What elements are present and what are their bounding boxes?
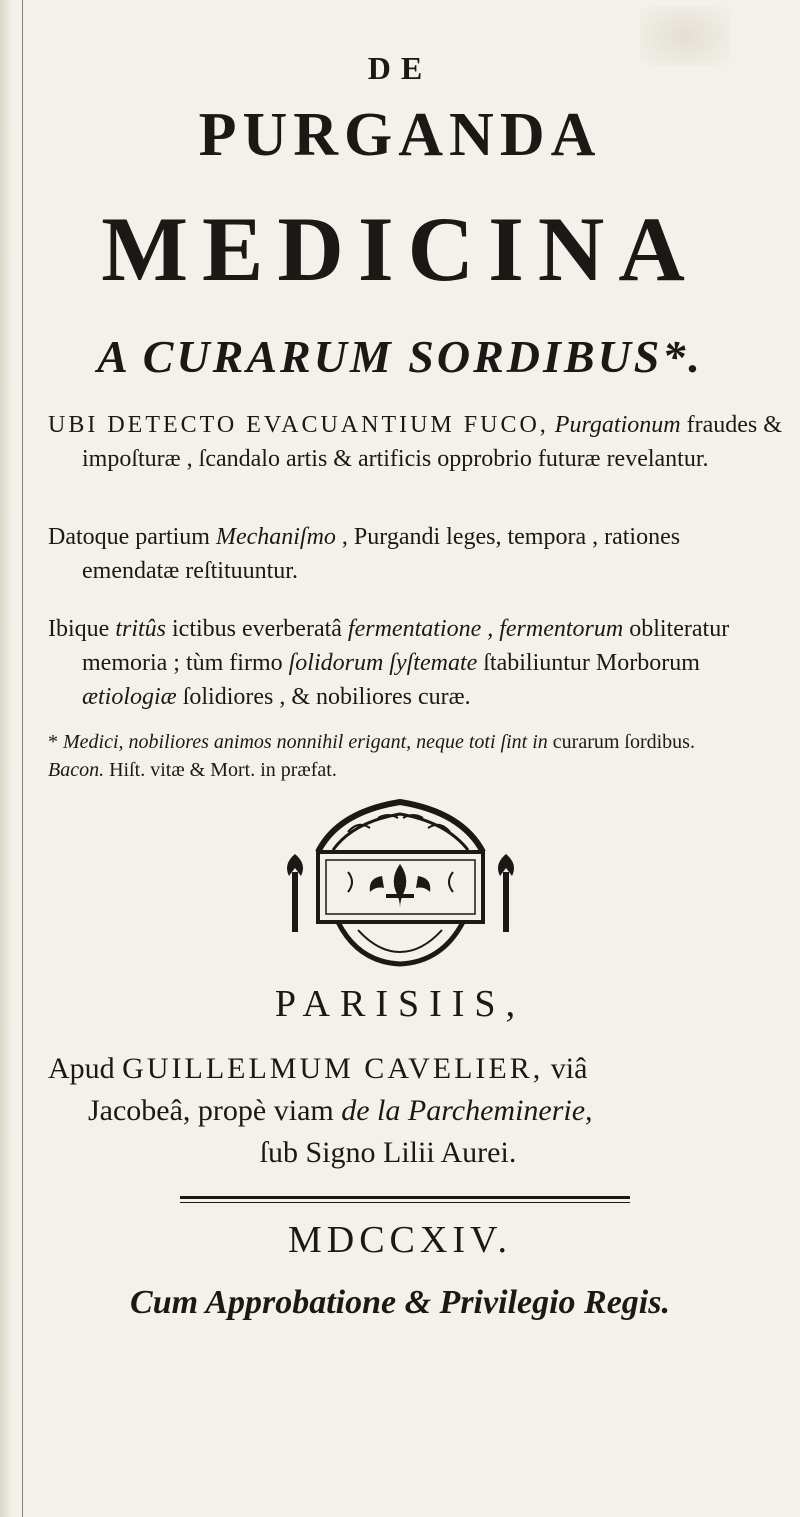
imprint-apud: Apud (48, 1052, 115, 1085)
p1-rest: fraudes & impoſturæ , ſcandalo artis & artificis opprobrio futuræ revelantur. (82, 412, 782, 472)
p3-i4: ætiologiæ (82, 684, 177, 710)
lily-emblem-woodcut-icon (278, 792, 523, 967)
title-purganda: PURGANDA (198, 101, 602, 169)
title-de: DE (367, 50, 433, 86)
privilege-line: Cum Approbatione & Privilegio Regis. (130, 1284, 670, 1321)
p3-c: obliteratur memoria ; tùm firmo (82, 616, 730, 676)
p1-ital: Purgationum (554, 412, 681, 438)
imprint-line-1 (48, 1048, 768, 1090)
imprint-line-2 (48, 1090, 768, 1132)
paragraph-2 (48, 520, 782, 588)
p3-e: ſolidiores , & nobiliores curæ. (182, 684, 471, 710)
paragraph-1 (48, 408, 782, 476)
title-curarum: A CURARUM SORDIBUS*. (97, 331, 703, 382)
imprint-printer: GUILLELMUM CAVELIER, (122, 1052, 544, 1085)
footnote-rest2: Hiſt. vitæ & Mort. in præfat. (109, 759, 337, 781)
divider-thick (180, 1196, 630, 1199)
p2-ital: Mechaniſmo (215, 524, 336, 550)
imprint-date: MDCCXIV. (287, 1219, 513, 1261)
p3-a: Ibique (48, 616, 110, 642)
p3-i3: ſolidorum ſyſtemate (288, 650, 478, 676)
p3-b: ictibus everberatâ (172, 616, 342, 642)
footnote-ital2: Bacon. (48, 759, 105, 781)
imprint-block (48, 1048, 768, 1174)
p2-a: Datoque partium (48, 524, 210, 550)
title-medicina: MEDICINA (101, 198, 699, 300)
p3-i2: fermentatione , fermentorum (347, 616, 624, 642)
paragraph-3 (48, 612, 782, 714)
imprint-place: PARISIIS, (274, 983, 526, 1025)
footnote-ital: Medici, nobiliores animos nonnihil erigant, neque toti ſint in (63, 731, 548, 753)
p1-lead: UBI DETECTO EVACUANTIUM FUCO, (48, 412, 549, 438)
imprint-street: Jacobeâ, propè viam (88, 1094, 334, 1127)
footnote-rest: curarum ſordibus. (552, 731, 695, 753)
imprint-line-3: ſub Signo Lilii Aurei. (259, 1136, 517, 1169)
p3-d: ſtabiliuntur Morborum (483, 650, 700, 676)
p3-i1: tritûs (115, 616, 166, 642)
p2-rest: , Purgandi leges, tempora , rationes emendatæ reſtituuntur. (82, 524, 681, 584)
divider-thin (180, 1202, 630, 1203)
footnote-star: * (48, 731, 58, 753)
imprint-street-ital: de la Parcheminerie, (341, 1094, 593, 1127)
footnote (48, 728, 748, 784)
imprint-via: viâ (550, 1052, 588, 1085)
